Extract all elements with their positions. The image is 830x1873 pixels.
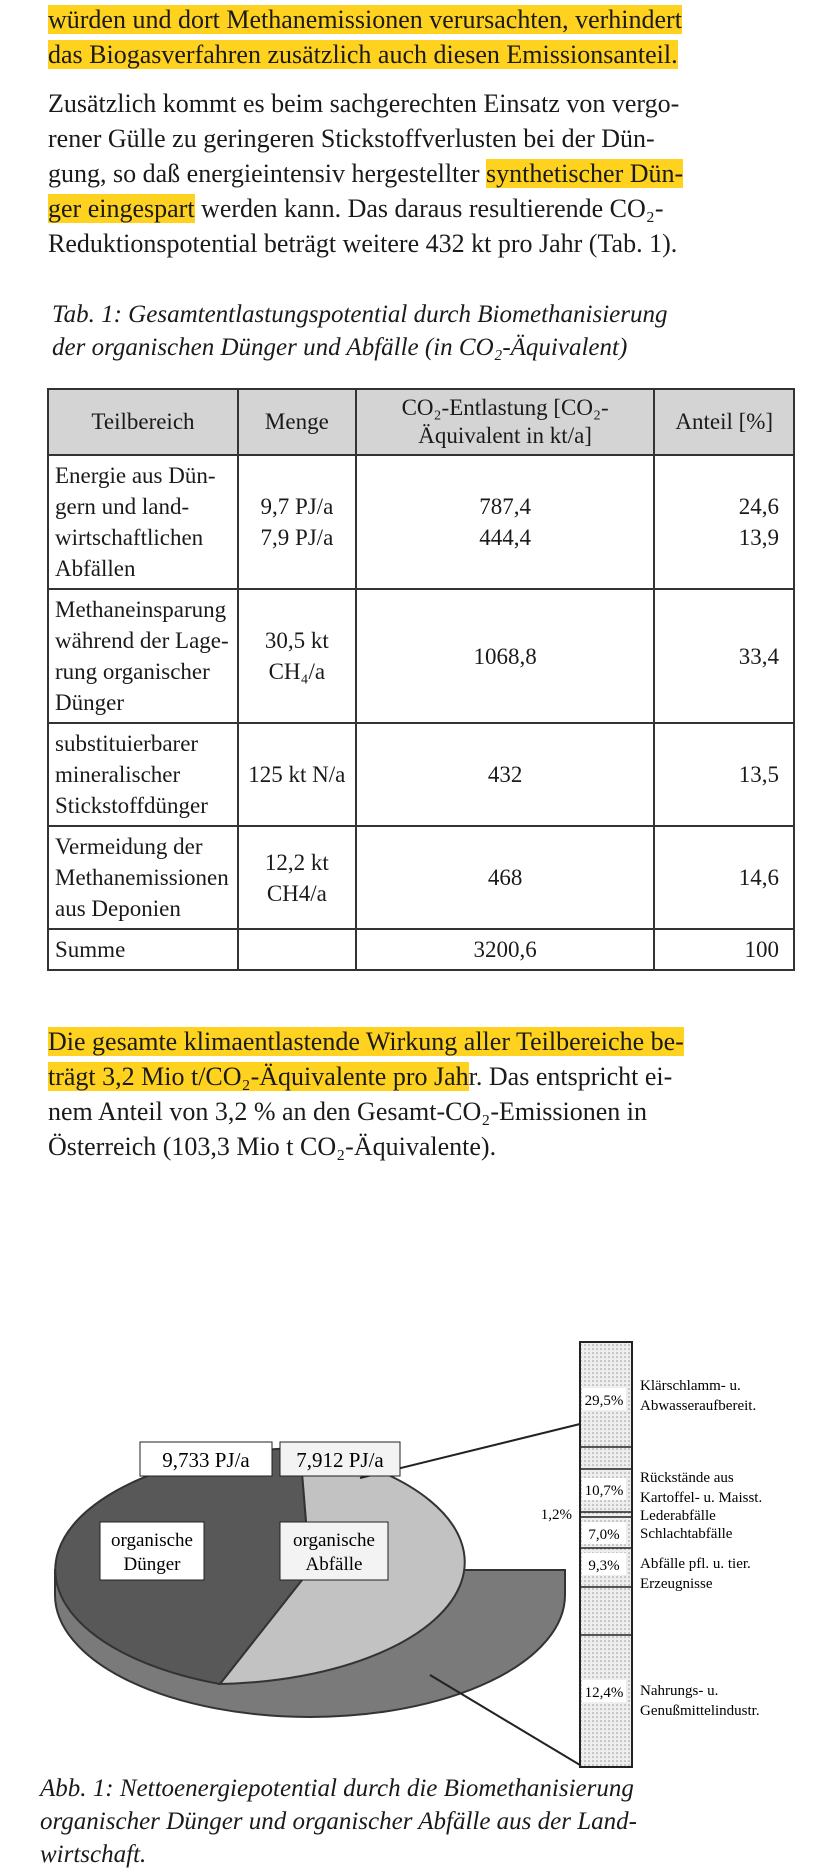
text-line: nem Anteil von 3,2 % an den Gesamt-CO₂-Emissionen in — [48, 1097, 648, 1126]
paragraph-2 — [48, 86, 800, 261]
cell-anteil: 14,6 — [654, 826, 794, 929]
slice-name-label: Abfälle — [305, 1554, 363, 1575]
text-line: Zusätzlich kommt es beim sachgerechten Einsatz von vergo- — [48, 89, 680, 118]
segment-label: Genußmittelindustr. — [640, 1703, 760, 1719]
slice-name-label: organische — [111, 1530, 193, 1551]
segment-label: Kartoffel- u. Maisst. — [640, 1490, 763, 1506]
data-table — [47, 388, 795, 971]
table-header-row — [48, 389, 794, 455]
segment-percent: 29,5% — [584, 1393, 624, 1409]
cell-entlastung: 432 — [356, 723, 655, 826]
table-row — [48, 723, 794, 826]
slice-name-label: Dünger — [123, 1554, 181, 1575]
column-header: Teilbereich — [48, 389, 238, 455]
cell-bereich: Vermeidung der Methanemissionen aus Deponien — [48, 826, 238, 929]
figure-pie-chart — [0, 1300, 830, 1770]
segment-percent: 12,4% — [584, 1685, 624, 1701]
column-header: CO₂-Entlastung [CO₂-Äquivalent in kt/a] — [356, 389, 655, 455]
highlighted-text: synthetischer Dün- — [486, 159, 684, 188]
segment-label: Rückstände aus — [640, 1470, 734, 1486]
paragraph-1 — [48, 2, 800, 72]
cell-anteil: 33,4 — [654, 589, 794, 723]
cell-bereich: Methaneinsparung während der Lage- rung organischer Dünger — [48, 589, 238, 723]
segment-percent: 1,2% — [540, 1507, 572, 1523]
highlighted-text: Die gesamte klimaentlastende Wirkung aller Teilbereiche be- — [48, 1027, 684, 1056]
table-row — [48, 455, 794, 589]
cell-bereich: Energie aus Dün- gern und land- wirtschaftlichen Abfällen — [48, 455, 238, 589]
text-line: Österreich (103,3 Mio t CO₂-Äquivalente). — [48, 1132, 497, 1161]
text-line: Reduktionspotential beträgt weitere 432 kt pro Jahr (Tab. 1). — [48, 229, 678, 258]
cell-menge: 30,5 kt CH₄/a — [238, 589, 356, 723]
segment-percent: 7,0% — [588, 1527, 620, 1543]
text-line: r. Das entspricht ei- — [468, 1062, 673, 1091]
segment-label: Abwasseraufbereit. — [640, 1398, 757, 1414]
cell-entlastung: 468 — [356, 826, 655, 929]
slice-value-label: 7,912 PJ/a — [296, 1448, 384, 1472]
segment-label: Erzeugnisse — [640, 1576, 713, 1592]
cell-anteil: 24,6 13,9 — [654, 455, 794, 589]
segment-percent: 9,3% — [588, 1558, 620, 1574]
highlighted-text: trägt 3,2 Mio t/CO₂-Äquivalente pro Jah — [48, 1062, 469, 1091]
cell-menge: 12,2 kt CH4/a — [238, 826, 356, 929]
column-header: Anteil [%] — [654, 389, 794, 455]
cell-anteil: 100 — [654, 929, 794, 970]
figure-caption: Abb. 1: Nettoenergiepotential durch die Biomethanisierung organischer Dünger und organischer Abfälle aus der Land- wirtschaft. — [40, 1775, 637, 1868]
highlighted-text: ger eingespart — [48, 194, 195, 223]
highlighted-text: würden und dort Methanemissionen verursachten, verhindert — [48, 5, 682, 34]
segment-label: Nahrungs- u. — [640, 1683, 719, 1699]
connector-line — [430, 1675, 580, 1765]
highlighted-text: das Biogasverfahren zusätzlich auch diesen Emissionsanteil. — [48, 40, 678, 69]
text-line: rener Gülle zu geringeren Stickstoffverlusten bei der Dün- — [48, 124, 655, 153]
segment-label: Schlachtabfälle — [640, 1526, 733, 1542]
segment-percent: 10,7% — [584, 1483, 624, 1499]
cell-entlastung: 787,4 444,4 — [356, 455, 655, 589]
cell-menge: 125 kt N/a — [238, 723, 356, 826]
table-row-sum — [48, 929, 794, 970]
paragraph-3 — [48, 1024, 800, 1164]
cell-bereich: substituierbarer mineralischer Stickstoffdünger — [48, 723, 238, 826]
cell-menge: 9,7 PJ/a 7,9 PJ/a — [238, 455, 356, 589]
table-row — [48, 826, 794, 929]
slice-name-label: organische — [293, 1530, 375, 1551]
cell-entlastung: 1068,8 — [356, 589, 655, 723]
table-caption: Tab. 1: Gesamtentlastungspotential durch Biomethanisierung der organischen Dünger und Abfälle (in CO₂-Äquivalent) — [52, 301, 668, 361]
column-header: Menge — [238, 389, 356, 455]
cell-entlastung: 3200,6 — [356, 929, 655, 970]
cell-bereich: Summe — [48, 929, 238, 970]
text-line: gung, so daß energieintensiv hergestellter — [48, 159, 487, 188]
segment-label: Abfälle pfl. u. tier. — [640, 1556, 751, 1572]
slice-value-label: 9,733 PJ/a — [162, 1448, 250, 1472]
table-row — [48, 589, 794, 723]
text-line: werden kann. Das daraus resultierende CO₂- — [194, 194, 664, 223]
cell-menge — [238, 929, 356, 970]
cell-anteil: 13,5 — [654, 723, 794, 826]
segment-label: Lederabfälle — [640, 1508, 716, 1524]
segment-label: Klärschlamm- u. — [640, 1378, 741, 1394]
